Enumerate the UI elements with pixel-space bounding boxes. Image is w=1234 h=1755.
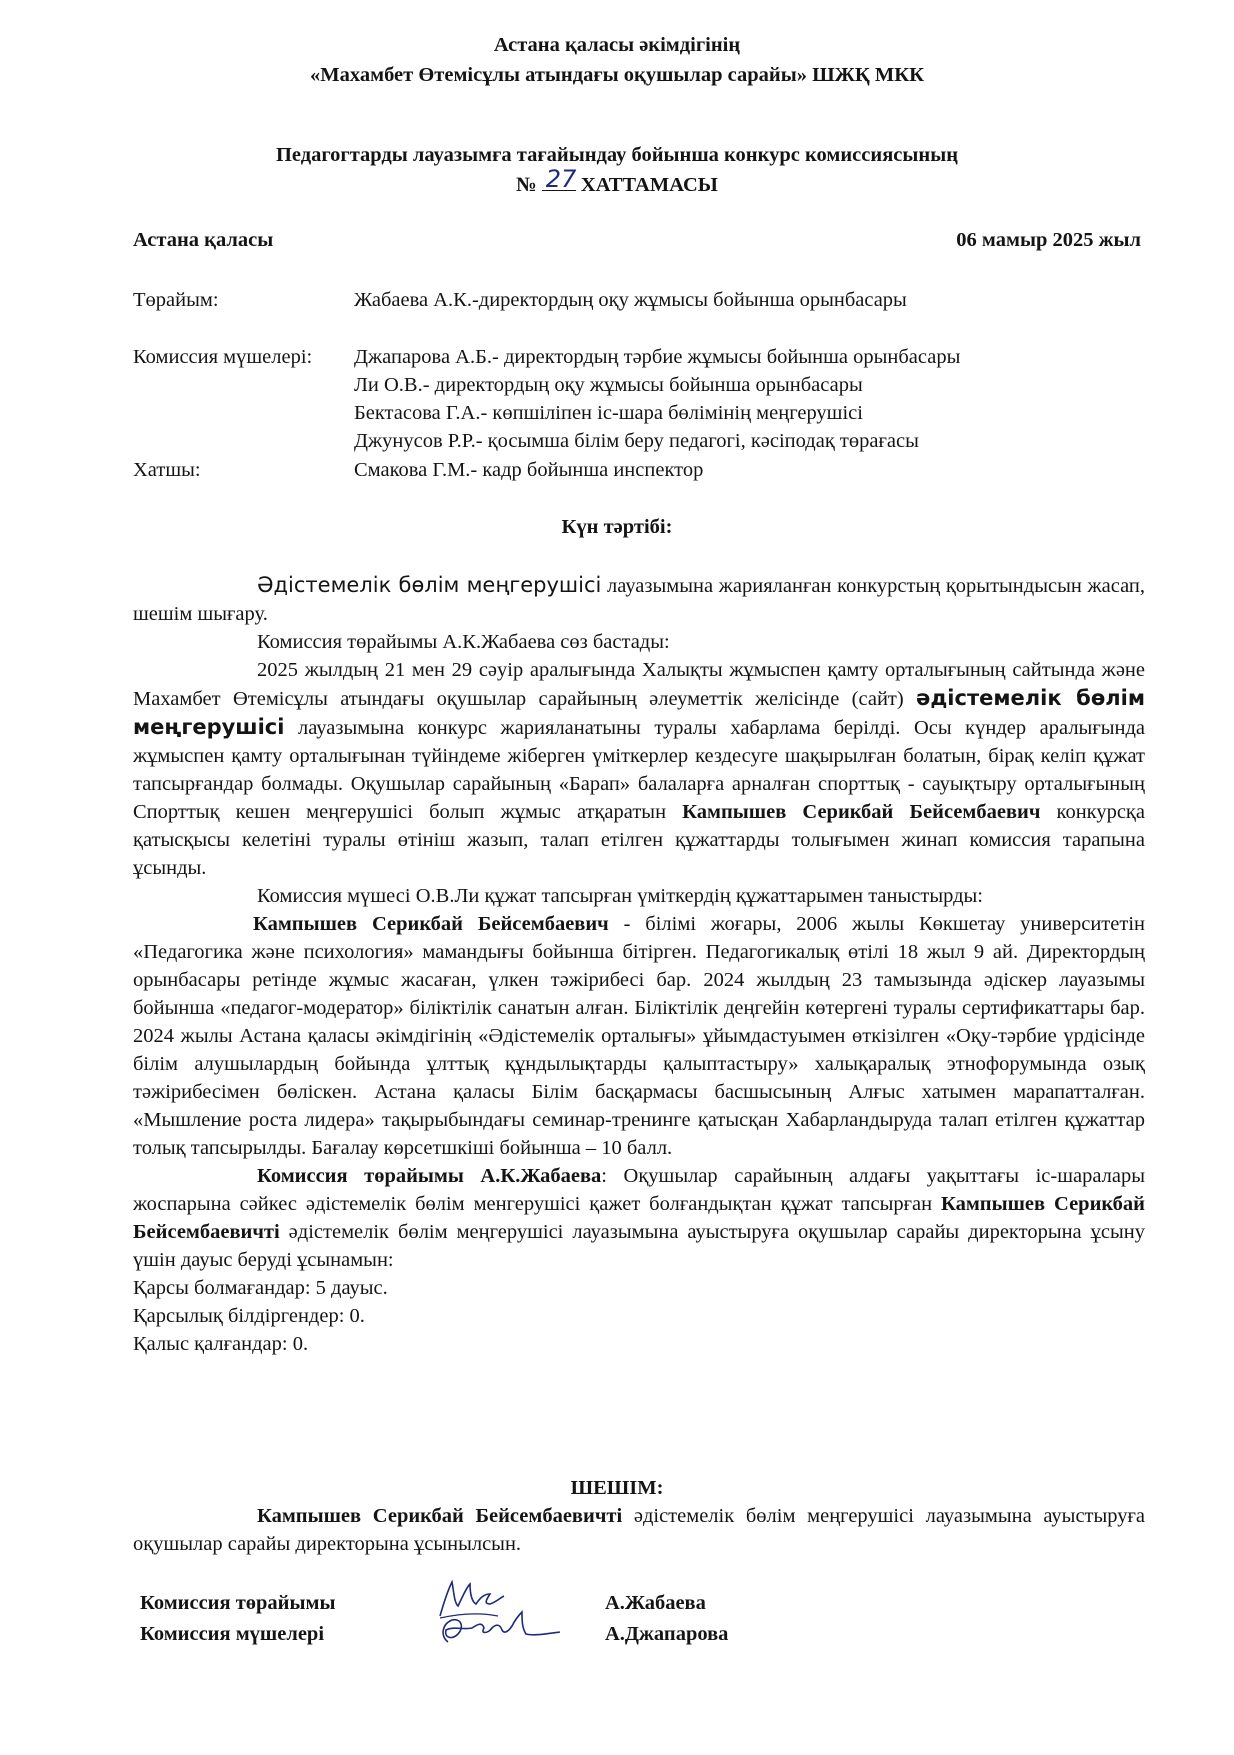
chair-value: Жабаева А.К.-директордың оқу жұмысы бойынша орынбасары: [354, 289, 907, 311]
secretary-value: Смакова Г.М.- кадр бойынша инспектор: [354, 459, 704, 481]
chair-label: Төрайым:: [133, 289, 219, 311]
decision-text: әдістемелік бөлім меңгерушісі лауазымына ауыстыруға оқушылар сарайы директорына ұсынылсын.: [133, 1505, 1146, 1555]
protocol-word: ХАТТАМАСЫ: [580, 174, 718, 196]
candidate-name: Кампышев Серикбай Бейсембаевич: [682, 801, 1041, 823]
candidate-name: Кампышев Серикбай Бейсембаевич: [253, 913, 609, 935]
chair-proposal-lead: Комиссия төрайымы А.К.Жабаева: [257, 1165, 602, 1187]
member-item: Джунусов Р.Р.- қосымша білім беру педагогі, кәсіподақ төрағасы: [354, 430, 919, 452]
decision-paragraph: [133, 1502, 1145, 1558]
member-presentation: Комиссия мүшесі О.В.Ли құжат тапсырған үміткердің құжаттарымен таныстырды:: [257, 885, 983, 907]
place-text: Астана қаласы: [133, 229, 274, 251]
signature-member-name: А.Джапарова: [605, 1623, 729, 1645]
secretary-label: Хатшы:: [133, 459, 201, 481]
chair-proposal-text: : Оқушылар сарайының алдағы уақыттағы іс-шаралары жоспарына сәйкес әдістемелік бөлім менгерушісі қажет болғандықтан құжат тапсырған: [133, 1165, 1145, 1215]
number-sign: №: [516, 174, 537, 196]
decision-candidate-name: Кампышев Серикбай Бейсембаевичті: [257, 1505, 623, 1527]
vote-abstain: Қалыс қалғандар: 0.: [133, 1333, 309, 1355]
signature-members-label: Комиссия мүшелері: [140, 1623, 325, 1645]
member-item: Ли О.В.- директордың оқу жұмысы бойынша орынбасары: [354, 374, 863, 396]
candidate-name: Кампышев Серикбай Бейсембаевичті: [133, 1193, 1145, 1243]
members-label: Комиссия мүшелері:: [133, 346, 313, 368]
chair-opening: Комиссия төрайымы А.К.Жабаева сөз бастады:: [257, 631, 670, 653]
signature-chair-name: А.Жабаева: [605, 1592, 706, 1614]
agenda-text: лауазымына жарияланған конкурстың қорытындысын жасап, шешім шығару.: [133, 575, 1146, 625]
candidate-profile-text: - білімі жоғары, 2006 жылы Көкшетау университетін «Педагогика және психология» мамандығы бойынша бітірген. Педагогикалық өтілі 18 жыл 9 ай. Директордың орынбасары ретінде жұмыс жасаған, үлкен тәжірибесі бар. 2024 жылдың 23 тамызында әдіскер лауазымы бойынша «педагог-модератор» біліктілік санатын алған. Біліктілік деңгейін көтергені туралы сертификаттары бар. 2024 жылы Астана қаласы әкімдігінің «Әдістемелік орталығы» ұйымдастуымен өткізілген «Оқу-тәрбие үрдісінде білім алушылардың бойында ұлттық құндылықтарды қалыптастыру» халықаралық этнофорумында озық тәжірибесімен бөліскен. Астана қаласы Білім басқармасы басшысының Алғыс хатымен марапатталған. «Мышление роста лидера» тақырыбындағы семинар-тренинге қатысқан Хабарландыруда талап етілген құжаттар толық тапсырылды. Бағалау көрсетшкіші бойынша – 10 балл.: [133, 913, 1145, 1159]
vote-for: Қарсы болмағандар: 5 дауыс.: [133, 1277, 388, 1299]
member-item: Джапарова А.Б.- директордың тәрбие жұмысы бойынша орынбасары: [354, 346, 961, 368]
header-line-akimat: Астана қаласы әкімдігінің: [493, 34, 741, 56]
announcement-text-continued: лауазымына конкурс жарияланатыны туралы хабарлама берілді. Осы күндер аралығында жұмыспен қамту орталығынан түйіндеме жіберген үміткерлер кездесуге шақырылған болатын, бірақ келіп құжат тапсырғандар болмады. Оқушылар сарайының «Барап» балаларға арналған спорттық - сауықтыру орталығының Спорттық кешен меңгерушісі болып жұмыс атқаратын: [133, 717, 1145, 823]
candidate-profile: [133, 910, 1145, 1162]
announced-position: әдістемелік бөлім меңгерушісі: [133, 686, 1145, 739]
application-text: конкурсқа қатысқысы келетіні туралы өтініш жазып, талап етілген құжаттарды толығымен жинап комиссия тарапына ұсынды.: [133, 801, 1145, 879]
body-text: [133, 628, 1145, 1358]
decision-heading: ШЕШІМ:: [570, 1477, 664, 1499]
protocol-title: [0, 140, 1234, 200]
handwritten-protocol-number: 27: [545, 165, 577, 193]
vote-against: Қарсылық білдіргендер: 0.: [133, 1305, 365, 1327]
announcement-paragraph: [133, 656, 1145, 882]
protocol-number-line: [0, 165, 1234, 200]
organization-header: [0, 30, 1234, 90]
chair-proposal-text-continued: әдістемелік бөлім меңгерушісі лауазымына ауыстыруға оқушылар сарайы директорына ұсыну үшін дауыс беруді ұсынамын:: [133, 1221, 1145, 1271]
agenda-heading: Күн тәртібі:: [561, 516, 673, 538]
protocol-number-field: [542, 165, 577, 200]
announcement-text: 2025 жылдың 21 мен 29 сәуір аралығында Халықты жұмыспен қамту орталығының сайтында және Махамбет Өтемісұлы атындағы оқушылар сарайының әлеуметтік желісінде (сайт): [133, 659, 1145, 710]
member-item: Бектасова Г.А.- көпшіліпен іс-шара бөлімінің меңгерушісі: [354, 402, 863, 424]
agenda-paragraph: [133, 571, 1145, 628]
chair-proposal: [133, 1162, 1145, 1274]
date-text: 06 мамыр 2025 жыл: [956, 229, 1141, 251]
header-line-organization: «Махамбет Өтемісұлы атындағы оқушылар сарайы» ШЖҚ МКК: [310, 64, 924, 86]
protocol-commission-line: Педагогтарды лауазымға тағайындау бойынша конкурс комиссиясының: [275, 144, 959, 166]
signature-block: [140, 1588, 1040, 1650]
agenda-position: Әдістемелік бөлім меңгерушісі: [257, 573, 602, 597]
signature-chair-label: Комиссия төрайымы: [140, 1592, 336, 1614]
